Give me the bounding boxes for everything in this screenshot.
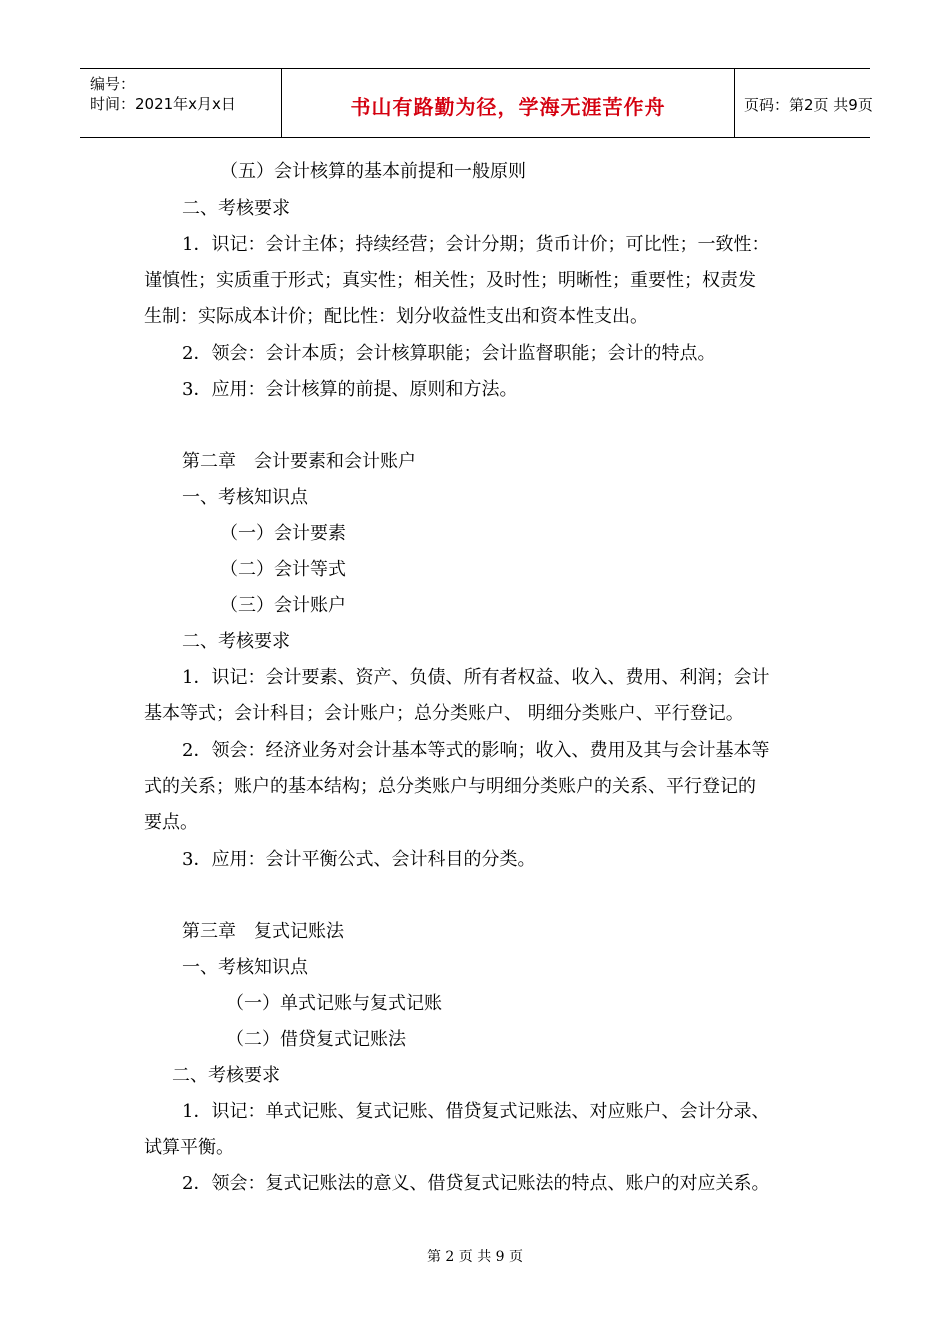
section-item: （三）会计账户 [220,595,346,616]
chapter-title: 第三章 复式记账法 [182,921,344,942]
header-page-cell [734,69,873,137]
body-paragraph-line: 试算平衡。 [144,1137,234,1158]
chapter-title: 第二章 会计要素和会计账户 [182,451,416,472]
section-heading: 一、考核知识点 [182,957,308,978]
body-paragraph-line: 1．识记：会计要素、资产、负债、所有者权益、收入、费用、利润；会计 [182,667,770,688]
body-paragraph-line: 式的关系；账户的基本结构；总分类账户与明细分类账户的关系、平行登记的 [144,776,756,797]
body-paragraph-line: 1．识记：单式记账、复式记账、借贷复式记账法、对应账户、会计分录、 [182,1101,770,1122]
body-paragraph-line: 2．领会：复式记账法的意义、借贷复式记账法的特点、账户的对应关系。 [182,1173,770,1194]
section-heading: 二、考核要求 [182,631,290,652]
header-page-info: 页码：第2页 共9页 [744,96,873,114]
section-item: （二）借贷复式记账法 [226,1029,406,1050]
body-paragraph-line: 基本等式；会计科目；会计账户；总分类账户、 明细分类账户、平行登记。 [144,703,744,724]
body-paragraph-line: 1．识记：会计主体；持续经营；会计分期；货币计价；可比性；一致性： [182,234,770,255]
header-motto: 书山有路勤为径，学海无涯苦作舟 [350,95,666,119]
body-paragraph-line: 谨慎性；实质重于形式；真实性；相关性；及时性；明晰性；重要性；权责发 [144,270,756,291]
body-paragraph-line: 2．领会：经济业务对会计基本等式的影响；收入、费用及其与会计基本等 [182,740,770,761]
document-number-label: 编号： [90,75,136,93]
section-heading: 二、考核要求 [182,198,290,219]
page-footer: 第 2 页 共 9 页 [426,1249,524,1265]
body-paragraph-line: 3．应用：会计核算的前提、原则和方法。 [182,379,518,400]
section-heading: 二、考核要求 [172,1065,280,1086]
section-item: （一）单式记账与复式记账 [226,993,442,1014]
section-item: （一）会计要素 [220,523,346,544]
body-paragraph-line: 3．应用：会计平衡公式、会计科目的分类。 [182,849,536,870]
page-header [80,68,873,138]
header-motto-cell [281,69,735,137]
body-paragraph-line: 2．领会：会计本质；会计核算职能；会计监督职能；会计的特点。 [182,343,716,364]
section-heading: 一、考核知识点 [182,487,308,508]
section-heading: （五）会计核算的基本前提和一般原则 [220,161,526,182]
body-paragraph-line: 生制：实际成本计价；配比性：划分收益性支出和资本性支出。 [144,306,648,327]
section-item: （二）会计等式 [220,559,346,580]
body-paragraph-line: 要点。 [144,812,198,833]
document-time-label: 时间：2021年x月x日 [90,95,236,113]
header-meta-cell [80,69,281,137]
